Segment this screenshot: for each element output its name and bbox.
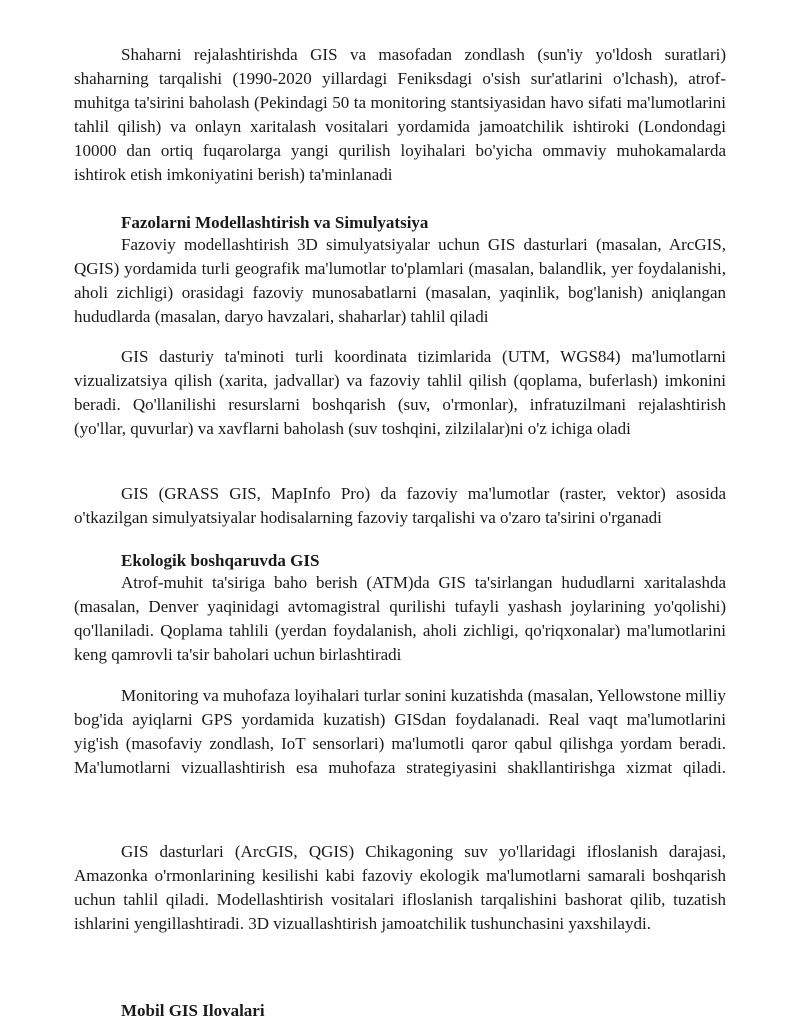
heading-ecological-management: Ekologik boshqaruvda GIS <box>121 551 320 570</box>
paragraph-spatial-modeling-3: GIS (GRASS GIS, MapInfo Pro) da fazoviy ma'lumotlar (raster, vektor) asosida o'tkazilgan simulyatsiyalar hodisalarning fazoviy tarqalishi va o'zaro ta'sirini o'rganadi <box>74 484 726 527</box>
heading-mobile-gis: Mobil GIS Ilovalari <box>121 1001 265 1020</box>
heading-spatial-modeling: Fazolarni Modellashtirish va Simulyatsiya <box>121 213 429 232</box>
paragraph-ecology-2: Monitoring va muhofaza loyihalari turlar sonini kuzatishda (masalan, Yellowstone milliy bog'ida ayiqlarni GPS yordamida kuzatish) GISdan foydalanadi. Real vaqt ma'lumotlarini yig'ish (masofaviy zondlash, IoT sensorlari) ma'lumotli qaror qabul qilishga yordam beradi. Ma'lumotlarni vizuallashtirish esa muhofaza strategiyasini shakllantirishga xizmat qiladi. <box>74 686 726 777</box>
paragraph-ecology-1: Atrof-muhit ta'siriga baho berish (ATM)da GIS ta'sirlangan hududlarni xaritalashda (masalan, Denver yaqinidagi avtomagistral qurilishi tufayli yashash joylarining yo'qolishi) qo'llaniladi. Qoplama tahlili (yerdan foydalanish, aholi zichligi, qo'riqxonalar) ma'lumotlarini keng qamrovli ta'sir baholari uchun birlashtiradi <box>74 573 726 664</box>
paragraph-spatial-modeling-1: Fazoviy modellashtirish 3D simulyatsiyalar uchun GIS dasturlari (masalan, ArcGIS, QGIS) yordamida turli geografik ma'lumotlar to'plamlari (masalan, balandlik, yer foydalanishi, aholi zichligi) orasidagi fazoviy munosabatlarni (masalan, yaqinlik, bog'lanish) aniqlangan hududlarda (masalan, daryo havzalari, shaharlar) tahlil qiladi <box>74 235 726 326</box>
paragraph-urban-planning: Shaharni rejalashtirishda GIS va masofadan zondlash (sun'iy yo'ldosh suratlari) shaharning tarqalishi (1990-2020 yillardagi Feniksdagi o'sish sur'atlarini o'lchash), atrof-muhitga ta'sirini baholash (Pekindagi 50 ta monitoring stantsiyasidan havo sifati ma'lumotlarini tahlil qilish) va onlayn xaritalash vositalari yordamida jamoatchilik ishtiroki (Londondagi 10000 dan ortiq fuqarolarga yangi qurilish loyihalari bo'yicha ommaviy muhokamalarda ishtirok etish imkoniyatini berish) ta'minlanadi <box>74 45 726 184</box>
paragraph-spatial-modeling-2: GIS dasturiy ta'minoti turli koordinata tizimlarida (UTM, WGS84) ma'lumotlarni vizualizatsiya qilish (xarita, jadvallar) va fazoviy tahlil qilish (qoplama, buferlash) imkonini beradi. Qo'llanilishi resurslarni boshqarish (suv, o'rmonlar), infratuzilmani rejalashtirish (yo'llar, quvurlar) va xavflarni baholash (suv toshqini, zilzilalar)ni o'z ichiga oladi <box>74 347 726 438</box>
paragraph-ecology-3: GIS dasturlari (ArcGIS, QGIS) Chikagoning suv yo'llaridagi ifloslanish darajasi, Amazonka o'rmonlarining kesilishi kabi fazoviy ekologik ma'lumotlarni samarali boshqarish uchun tahlil qiladi. Modellashtirish vositalari ifloslanish tarqalishini bashorat qilib, tuzatish ishlarini yengillashtiradi. 3D vizuallashtirish jamoatchilik tushunchasini yaxshilaydi. <box>74 842 726 933</box>
